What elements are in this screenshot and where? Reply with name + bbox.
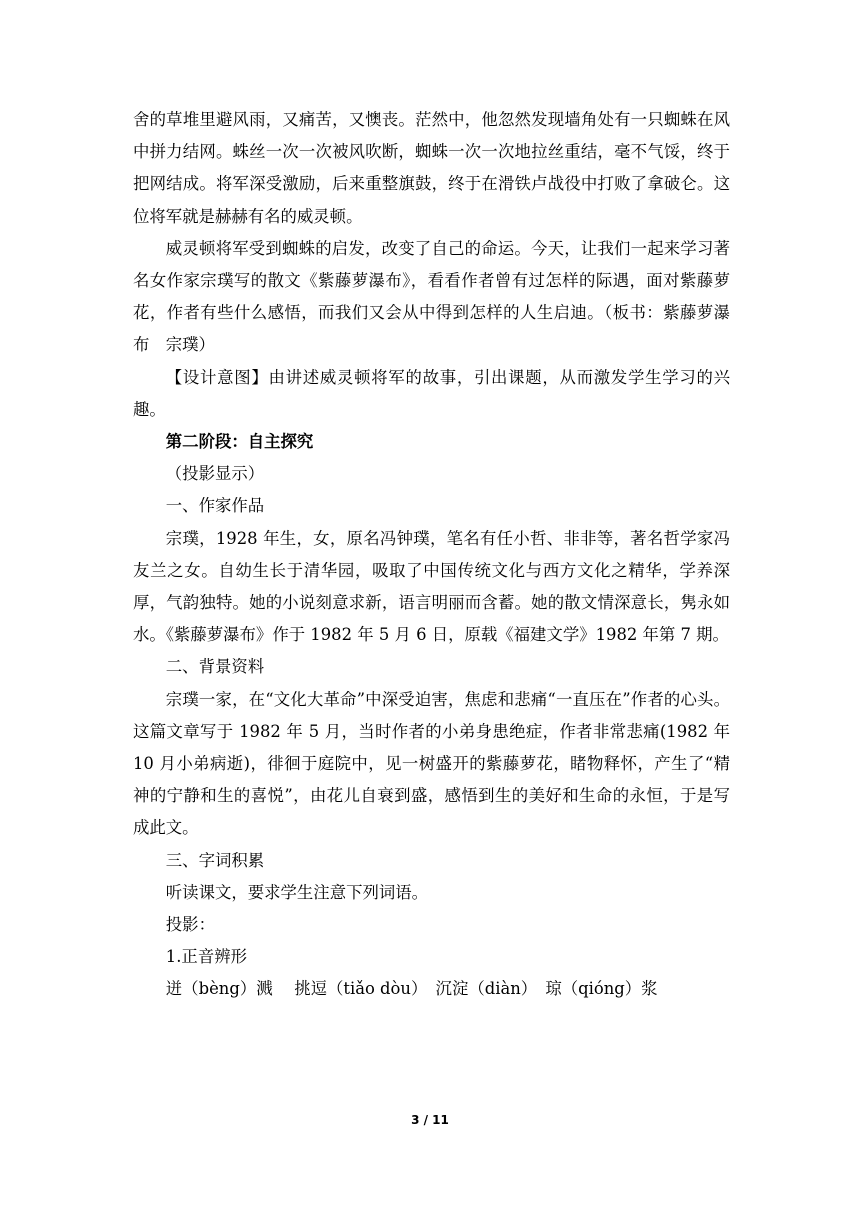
paragraph-design-intent: 【设计意图】由讲述威灵顿将军的故事，引出课题，从而激发学生学习的兴趣。 — [133, 367, 730, 419]
paragraph-author-bio: 宗璞，1928 年生，女，原名冯钟璞，笔名有任小哲、非非等，著名哲学家冯友兰之女。自幼生长于清华园，吸取了中国传统文化与西方文化之精华，学养深厚，气韵独特。她的小说刻意求新，语言明丽而含蓄。她的散文情深意长，隽永如水。《紫藤萝瀑布》作于 1982 年 5 月 6 日，原载《福建文学》1982 年第 7 期。 — [133, 528, 730, 645]
section-heading-stage-two: 第二阶段：自主探究 — [165, 432, 314, 452]
subheading-background: 二、背景资料 — [165, 657, 265, 677]
document-body — [133, 104, 730, 1006]
paragraph-introduction: 威灵顿将军受到蜘蛛的启发，改变了自己的命运。今天，让我们一起来学习著名女作家宗璞写的散文《紫藤萝瀑布》，看看作者曾有过怎样的际遇，面对紫藤萝花，作者有些什么感悟，而我们又会从中得到怎样的人生启迪。（板书：紫藤萝瀑布 宗璞） — [133, 238, 730, 355]
paragraph-background: 宗璞一家，在“文化大革命”中深受迫害，焦虑和悲痛“一直压在”作者的心头。这篇文章写于 1982 年 5 月，当时作者的小弟身患绝症，作者非常悲痛(1982 年 10 月小弟病逝)，徘徊于庭院中，见一树盛开的紫藤萝花，睹物释怀，产生了“精神的宁静和生的喜悦”，由花儿自衰到盛，感悟到生的美好和生命的永恒，于是写成此文。 — [133, 689, 730, 838]
paragraph-projection-note: （投影显示） — [165, 464, 265, 484]
list-item-pronunciation: 1.正音辨形 — [165, 947, 247, 967]
page-number: 3 / 11 — [411, 1113, 449, 1127]
subheading-vocabulary: 三、字词积累 — [165, 850, 265, 870]
paragraph-projection-label: 投影： — [165, 915, 215, 935]
paragraph-story-continuation: 舍的草堆里避风雨，又痛苦，又懊丧。茫然中，他忽然发现墙角处有一只蜘蛛在风中拼力结网。蛛丝一次一次被风吹断，蜘蛛一次一次地拉丝重结，毫不气馁，终于把网结成。将军深受激励，后来重整旗鼓，终于在滑铁卢战役中打败了拿破仑。这位将军就是赫赫有名的威灵顿。 — [133, 110, 730, 226]
subheading-author-works: 一、作家作品 — [165, 496, 265, 516]
paragraph-listening-instruction: 听读课文，要求学生注意下列词语。 — [165, 882, 429, 902]
pinyin-words-line: 迸（bèng）溅 挑逗（tiǎo dòu） 沉淀（diàn） 琼（qióng）浆 — [165, 979, 658, 999]
